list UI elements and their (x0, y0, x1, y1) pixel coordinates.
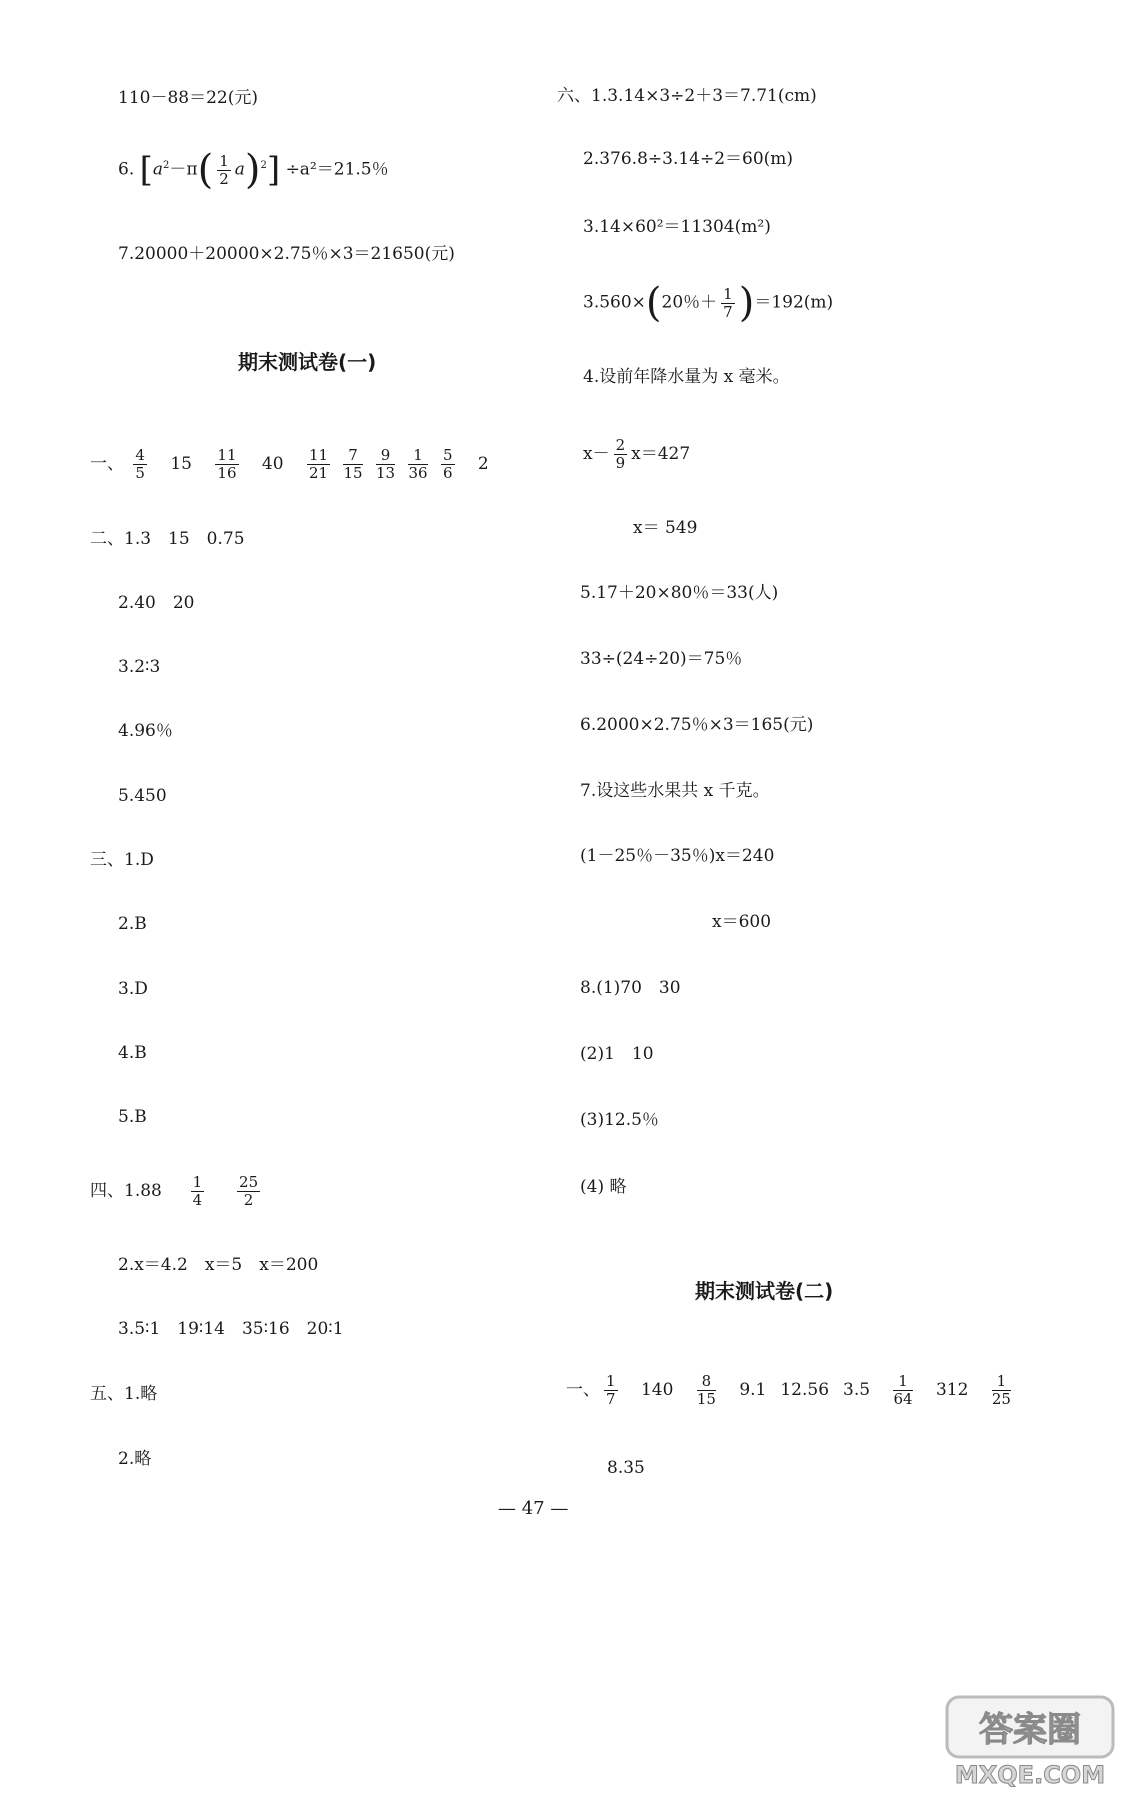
left-line-3: 7.20000＋20000×2.75％×3＝21650(元) (118, 244, 455, 264)
q1-answers (90, 448, 489, 481)
q1-item-8: $\frac{1}{36}$ (408, 446, 428, 482)
q2-3: 3.2∶3 (118, 657, 161, 677)
right-line-6-suffix: x＝427 (631, 444, 691, 464)
q1-item-4: 40 (261, 454, 284, 474)
q1-item-6: $\frac{7}{15}$ (343, 446, 363, 482)
page-number: — 47 — (498, 1498, 569, 1519)
q1-item-10: 2 (477, 454, 489, 474)
q1-item-5: $\frac{11}{21}$ (308, 446, 329, 482)
right-line-3: 3.14×60²＝11304(m²) (583, 217, 771, 237)
q3-1: 三、1.D (90, 850, 154, 870)
q1-item-2: 15 (170, 454, 192, 474)
right-line-13: x＝600 (712, 912, 772, 932)
watermark-logo (945, 1695, 1115, 1790)
q4-1-frac-1: $\frac{1}{4}$ (192, 1173, 203, 1209)
right-line-16: (3)12.5％ (580, 1110, 659, 1130)
right-line-2: 2.376.8÷3.14÷2＝60(m) (583, 149, 794, 169)
q2-5: 5.450 (118, 786, 167, 806)
right-line-1: 六、1.3.14×3÷2＋3＝7.71(cm) (557, 86, 817, 106)
right-line-6-prefix: x－ (583, 444, 610, 464)
right-line-11: 7.设这些水果共 x 千克。 (580, 781, 770, 801)
q2-1: 二、1.3 15 0.75 (90, 529, 245, 549)
right-line-15: (2)1 10 (580, 1044, 654, 1064)
right-line-7: x＝ 549 (633, 518, 698, 538)
right-line-4-prefix: 3.560× (583, 292, 646, 313)
q2-2: 2.40 20 (118, 593, 195, 613)
q4-1-prefix: 四、1.88 (90, 1181, 162, 1201)
right-line-12: (1－25％－35％)x＝240 (580, 846, 775, 866)
s2-line-2: 8.35 (607, 1458, 645, 1478)
section-title-1: 期末测试卷(一) (238, 350, 377, 374)
q4-1 (90, 1175, 264, 1208)
section-title-2: 期末测试卷(二) (695, 1279, 834, 1303)
right-line-4-suffix: ＝192(m) (754, 292, 834, 313)
q5-1: 五、1.略 (90, 1384, 158, 1404)
q1-prefix: 一、 (90, 454, 124, 474)
s2-prefix: 一、 (566, 1380, 600, 1400)
svg-text:答案圈: 答案圈 (979, 1710, 1081, 1750)
q3-2: 2.B (118, 914, 147, 934)
right-line-14: 8.(1)70 30 (580, 978, 681, 998)
left-line-1: 110－88＝22(元) (118, 88, 258, 108)
q1-item-9: $\frac{5}{6}$ (442, 446, 453, 482)
s2-q1-answers: 一、 $\frac{1}{7}$ 140 $\frac{8}{15}$ 9.1 12.56 3.5 $\frac{1}{64}$ 312 $\frac{1}{25}$ (566, 1372, 1011, 1408)
q3-4: 4.B (118, 1043, 147, 1063)
svg-text:MXQE.COM: MXQE.COM (954, 1761, 1106, 1789)
left-line-2-prefix: 6. (118, 159, 135, 180)
q5-2: 2.略 (118, 1449, 152, 1469)
q1-item-7: $\frac{9}{13}$ (375, 446, 396, 482)
right-line-8: 5.17＋20×80％＝33(人) (580, 583, 779, 603)
left-line-2: 6. [$a^2-\pi$( $\frac{1}{2}$ a)$^2$] ÷a²＝21.5％ (118, 147, 389, 193)
q3-5: 5.B (118, 1107, 147, 1127)
right-line-5: 4.设前年降水量为 x 毫米。 (583, 367, 790, 387)
q4-1-frac-2: $\frac{25}{2}$ (239, 1173, 259, 1209)
left-line-2-suffix: ÷a²＝21.5％ (285, 159, 389, 180)
q2-4: 4.96％ (118, 721, 173, 741)
q3-3: 3.D (118, 979, 148, 999)
right-line-4: 3.560×(20％＋ $\frac{1}{7}$ )＝192(m) (583, 280, 834, 326)
q4-3: 3.5∶1 19∶14 35∶16 20∶1 (118, 1319, 344, 1339)
right-line-9: 33÷(24÷20)＝75％ (580, 649, 743, 669)
q4-2: 2.x＝4.2 x＝5 x＝200 (118, 1255, 319, 1275)
q1-item-3: $\frac{11}{16}$ (217, 446, 237, 482)
q1-item-1: $\frac{4}{5}$ (135, 446, 145, 482)
right-line-17: (4) 略 (580, 1177, 627, 1197)
right-line-10: 6.2000×2.75％×3＝165(元) (580, 715, 814, 735)
right-line-6: x－ $\frac{2}{9}$ x＝427 (583, 436, 691, 472)
